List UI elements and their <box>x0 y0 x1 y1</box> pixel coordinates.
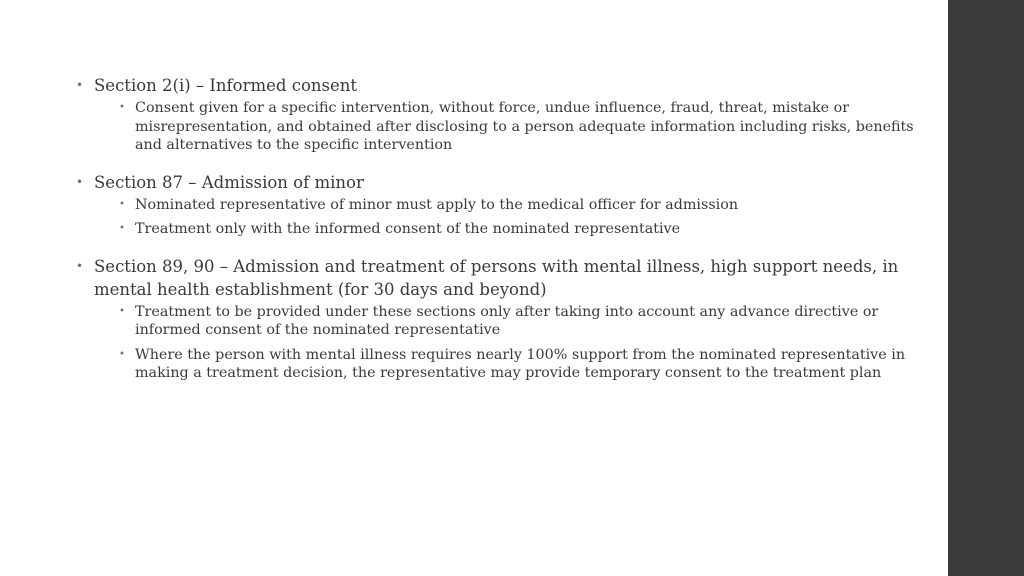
sub-bullet-list <box>94 196 926 239</box>
sub-bullet-icon: • <box>119 223 125 234</box>
sub-bullet-icon: • <box>119 305 125 317</box>
sub-bullet-list <box>94 303 926 383</box>
sub-bullet-item <box>94 196 926 215</box>
section-heading: Section 87 – Admission of minor <box>94 172 364 192</box>
section-89-90-item <box>76 255 926 383</box>
sub-bullet-text: Treatment to be provided under these sections only after taking into account any advance directive or informed consent of the nominated representative <box>135 303 879 338</box>
sub-bullet-text: Treatment only with the informed consent of the nominated representative <box>135 221 681 237</box>
sub-bullet-icon: • <box>119 198 125 210</box>
sub-bullet-item <box>94 346 926 383</box>
section-87-item <box>76 171 926 239</box>
sub-bullet-item <box>94 99 926 155</box>
section-2i-item <box>76 74 926 155</box>
sub-bullet-icon: • <box>119 102 125 113</box>
decorative-side-bar <box>948 0 1024 576</box>
sub-bullet-list <box>94 99 926 155</box>
section-heading: Section 2(i) – Informed consent <box>94 76 357 95</box>
sub-bullet-item <box>94 303 926 340</box>
sub-bullet-icon: • <box>119 348 125 360</box>
bullet-content <box>76 74 926 389</box>
sub-bullet-item <box>94 220 926 239</box>
sub-bullet-text: Nominated representative of minor must apply to the medical officer for admission <box>135 196 739 213</box>
section-heading: Section 89, 90 – Admission and treatment of persons with mental illness, high support needs, in mental health establishment (for 30 days and beyond) <box>94 256 899 299</box>
sub-bullet-text: Consent given for a specific intervention, without force, undue influence, fraud, threat, mistake or misrepresentation, and obtained after disclosing to a person adequate information including risks, benefits and alternatives to the specific intervention <box>135 100 914 153</box>
sub-bullet-text: Where the person with mental illness requires nearly 100% support from the nominated representative in making a treatment decision, the representative may provide temporary consent to the treatment plan <box>135 346 906 381</box>
bullet-icon: • <box>76 78 84 92</box>
bullet-icon: • <box>76 258 84 273</box>
bullet-icon: • <box>76 174 84 189</box>
